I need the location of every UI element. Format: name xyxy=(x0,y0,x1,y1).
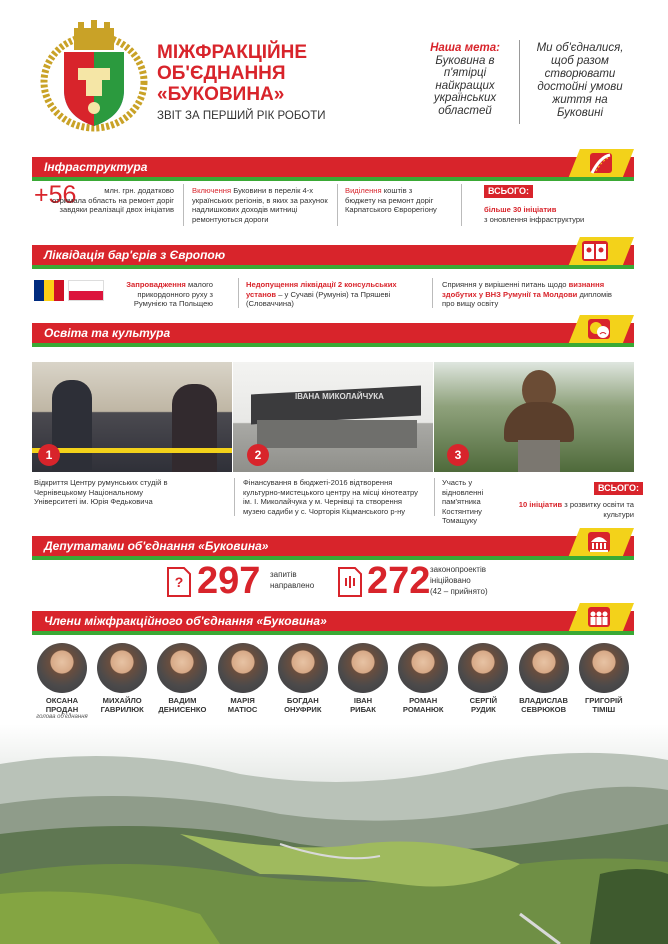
section-underline xyxy=(32,265,634,269)
coat-of-arms xyxy=(40,20,148,132)
title-line-1: МІЖФРАКЦІЙНЕ xyxy=(157,42,308,63)
requests-text: запитів направлено xyxy=(270,570,315,590)
goal-label: Наша мета: xyxy=(430,42,500,54)
infra-total-bold: більше 30 ініціатив xyxy=(484,205,557,214)
member-last-name: МАТІОС xyxy=(227,705,258,714)
education-item-1-text: Відкриття Центру румунських студій в Чернівецькому Національному Університеті ім. Юрія Федьковича xyxy=(34,478,168,506)
barriers-col3 xyxy=(442,280,622,309)
barriers-col3-text2: дипломів про вищу освіту xyxy=(442,289,612,308)
member-first-name: СЕРГІЙ xyxy=(469,696,498,705)
member-photo xyxy=(458,643,508,693)
requests-number: 297 xyxy=(197,560,261,602)
request-icon xyxy=(166,566,192,598)
infra-col3 xyxy=(345,186,445,215)
education-total xyxy=(512,500,634,519)
bill-icon xyxy=(337,566,363,598)
section-bar-barriers xyxy=(32,245,634,265)
barriers-col3-text1: Сприяння у вирішенні питань щодо xyxy=(442,280,567,289)
section-bar-education xyxy=(32,323,634,343)
divider xyxy=(183,184,184,226)
infra-col3-bold: Виділення xyxy=(345,186,382,195)
infra-total-text: з оновлення інфраструктури xyxy=(484,214,585,224)
section-underline xyxy=(32,343,634,347)
member-photo xyxy=(579,643,629,693)
member-first-name: ІВАН xyxy=(353,696,373,705)
bills-number: 272 xyxy=(367,560,431,602)
barriers-col2-bold: Недопущення ліквідації 2 консульських установ xyxy=(246,280,397,299)
member-photo xyxy=(398,643,448,693)
header-title xyxy=(157,42,357,123)
education-item-2-text: Фінансування в бюджеті-2016 відтворення культурно-мистецького центру на місці кінотеатру ім. І. Миколайчука у м. Чернівці та створення музею садиби у с. Чорторія Кіцманського р-ну xyxy=(243,478,418,516)
infra-money-text: млн. грн. додатково отримала область на ремонт доріг завдяки реалізації двох ініціатив xyxy=(52,186,174,214)
member-photo xyxy=(37,643,87,693)
member-photo xyxy=(157,643,207,693)
member-card xyxy=(273,643,333,714)
member-first-name: МИХАЙЛО xyxy=(102,696,142,705)
divider xyxy=(432,278,433,308)
infra-col2 xyxy=(192,186,332,224)
member-first-name: БОГДАН xyxy=(286,696,319,705)
goal-block xyxy=(420,42,510,117)
item-number-3: 3 xyxy=(447,444,469,466)
goal-text: Буковина в п'ятірці найкращих українських областей xyxy=(433,54,497,117)
section-title-infrastructure: Інфраструктура xyxy=(44,160,148,174)
member-card xyxy=(213,643,273,714)
divider xyxy=(238,278,239,308)
member-first-name: ГРИГОРІЙ xyxy=(585,696,623,705)
item-number-2: 2 xyxy=(247,444,269,466)
passport-icon xyxy=(582,241,608,261)
barriers-col1-bold: Запровадження xyxy=(126,280,186,289)
member-first-name: МАРІЯ xyxy=(230,696,255,705)
divider xyxy=(234,478,235,516)
divider xyxy=(434,478,435,516)
subtitle: ЗВІТ ЗА ПЕРШИЙ РІК РОБОТИ xyxy=(157,110,326,122)
bills-block xyxy=(430,564,520,597)
member-photo xyxy=(218,643,268,693)
infra-total-label: ВСЬОГО: xyxy=(484,185,533,198)
member-first-name: ОКСАНА xyxy=(45,696,79,705)
section-underline xyxy=(32,556,634,560)
member-last-name: ПРОДАН xyxy=(45,705,79,714)
member-first-name: ВАДИМ xyxy=(168,696,197,705)
infra-col3-text: коштів з бюджету на ремонт доріг Карпатського Єврорегіону xyxy=(345,186,437,214)
member-last-name: РИБАК xyxy=(350,705,376,714)
member-card xyxy=(453,643,513,714)
title-line-2: ОБ'ЄДНАННЯ xyxy=(157,63,286,84)
road-icon xyxy=(590,153,612,173)
barriers-col3-bold: визнання здобутих у ВНЗ Румунії та Молдови xyxy=(442,280,605,299)
section-title-members: Члени міжфракційного об'єднання «Буковина» xyxy=(44,614,327,628)
section-bar-infrastructure xyxy=(32,157,634,177)
member-card xyxy=(152,643,212,714)
member-photo xyxy=(278,643,328,693)
education-total-label: ВСЬОГО: xyxy=(594,482,643,495)
education-item-3-text: Участь у відновленні пам'ятника Костянтину Томащуку xyxy=(442,478,484,525)
bills-text: законопроектів ініційовано xyxy=(430,565,486,585)
infra-col2-text: Буковини в перелік 4-х українських регіонів, в яких за рахунок надлишкових доходів митниці ремонтуються дороги xyxy=(192,186,328,224)
section-title-barriers: Ліквідація бар'єрів з Європою xyxy=(44,248,226,262)
barriers-col2 xyxy=(246,280,426,309)
member-photo xyxy=(338,643,388,693)
header-divider xyxy=(519,40,520,124)
member-card xyxy=(393,643,453,714)
member-card xyxy=(333,643,393,714)
section-title-education: Освіта та культура xyxy=(44,326,171,340)
theatre-masks-icon xyxy=(588,319,610,339)
education-total-text: з розвитку освіти та культури xyxy=(564,500,634,519)
svg-text:?: ? xyxy=(174,574,184,590)
education-total-bold: 10 ініціатив xyxy=(518,500,563,509)
parliament-icon xyxy=(588,532,610,552)
poland-flag xyxy=(68,280,104,301)
member-card xyxy=(32,643,92,720)
member-role: голова об'єднання xyxy=(36,714,88,720)
section-bar-members xyxy=(32,611,634,631)
divider xyxy=(461,184,462,226)
photo-ribbon-cutting xyxy=(32,362,232,472)
group-icon xyxy=(588,607,610,627)
member-photo xyxy=(97,643,147,693)
divider xyxy=(337,184,338,226)
section-underline xyxy=(32,177,634,181)
building-sign: ІВАНА МИКОЛАЙЧУКА xyxy=(295,392,384,401)
section-bar-deputies xyxy=(32,536,634,556)
romania-flag xyxy=(34,280,64,301)
member-card xyxy=(574,643,634,714)
member-first-name: ВЛАДИСЛАВ xyxy=(519,696,569,705)
member-last-name: РОМАНЮК xyxy=(402,705,444,714)
barriers-col2-text: – у Сучаві (Румунія) та Пряшеві (Словаччина) xyxy=(246,289,391,308)
member-last-name: ГАВРИЛЮК xyxy=(100,705,144,714)
member-photo xyxy=(519,643,569,693)
member-last-name: ОНУФРИК xyxy=(284,705,322,714)
member-last-name: ДЕНИСЕНКО xyxy=(158,705,207,714)
infra-big-number: +56 xyxy=(34,181,77,209)
section-underline xyxy=(32,631,634,635)
item-number-1: 1 xyxy=(38,444,60,466)
bills-note: (42 – прийнято) xyxy=(430,587,488,596)
barriers-col1 xyxy=(108,280,213,309)
infra-col2-bold: Включення xyxy=(192,186,232,195)
mountain-landscape xyxy=(0,724,668,944)
section-title-deputies: Депутатами об'єднання «Буковина» xyxy=(44,539,269,553)
member-card xyxy=(92,643,152,714)
member-last-name: ТІМІШ xyxy=(592,705,616,714)
unity-text: Ми об'єдналися, щоб разом створювати достойні умови життя на Буковині xyxy=(536,42,624,119)
member-card xyxy=(514,643,574,714)
infra-total xyxy=(484,205,634,224)
title-line-3: «БУКОВИНА» xyxy=(157,84,285,105)
member-last-name: РУДИК xyxy=(470,705,496,714)
barriers-col1-text: малого прикордонного руху з Румунією та Польщею xyxy=(133,280,213,308)
member-first-name: РОМАН xyxy=(409,696,438,705)
member-last-name: СЕВРЮКОВ xyxy=(521,705,567,714)
